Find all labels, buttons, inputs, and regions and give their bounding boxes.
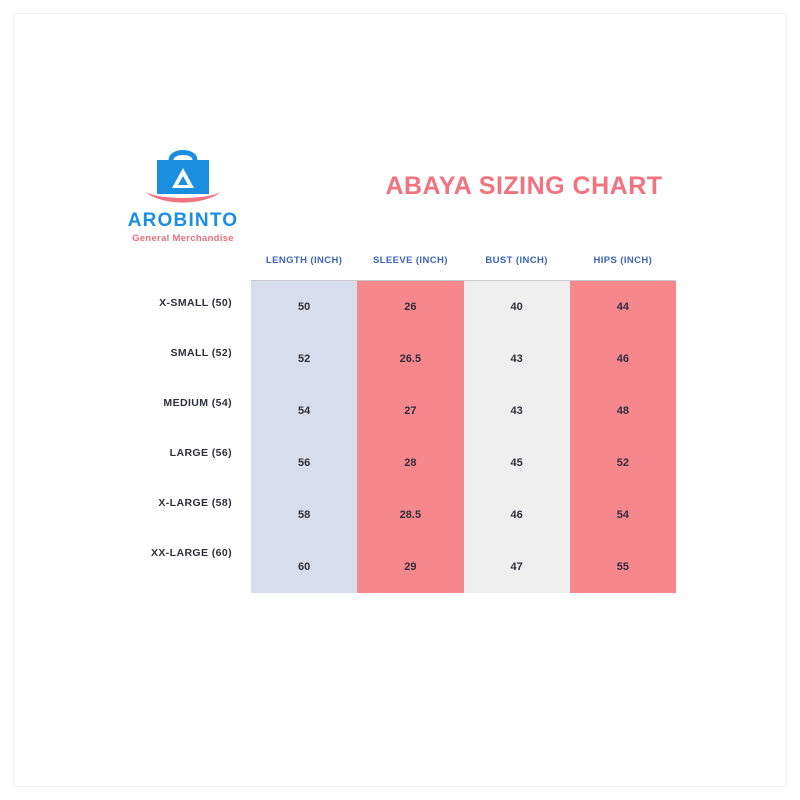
cell-hips: 44 [570, 281, 676, 334]
table-row [251, 437, 676, 489]
cell-length: 58 [251, 489, 357, 541]
column-header-length: LENGTH (INCH) [251, 240, 357, 281]
row-label: X-SMALL (50) [159, 297, 232, 309]
column-header-bust: BUST (INCH) [464, 240, 570, 281]
brand-name: AROBINTO [127, 210, 239, 231]
cell-length: 52 [251, 333, 357, 385]
column-header-hips: HIPS (INCH) [570, 240, 676, 281]
cell-hips: 48 [570, 385, 676, 437]
brand-logo-block [108, 144, 258, 244]
cell-length: 54 [251, 385, 357, 437]
cell-sleeve: 26 [357, 281, 463, 334]
cell-hips: 55 [570, 541, 676, 593]
row-label: MEDIUM (54) [163, 397, 232, 409]
brand-tagline: General Merchandise [132, 233, 234, 244]
row-label-column [54, 278, 244, 578]
cell-length: 50 [251, 281, 357, 334]
cell-length: 56 [251, 437, 357, 489]
row-label: LARGE (56) [169, 447, 232, 459]
cell-hips: 54 [570, 489, 676, 541]
cell-bust: 43 [464, 385, 570, 437]
table-row [251, 489, 676, 541]
cell-bust: 47 [464, 541, 570, 593]
cell-bust: 40 [464, 281, 570, 334]
table-row [251, 333, 676, 385]
cell-bust: 46 [464, 489, 570, 541]
sizing-table [251, 240, 676, 593]
table-row [251, 385, 676, 437]
table-header-row [251, 240, 676, 281]
cell-sleeve: 26.5 [357, 333, 463, 385]
cell-bust: 45 [464, 437, 570, 489]
table-row [251, 541, 676, 593]
table-row [251, 281, 676, 334]
sizing-table-wrap [251, 240, 676, 593]
cell-sleeve: 27 [357, 385, 463, 437]
shop-bag-logo-icon [137, 144, 229, 208]
row-label: X-LARGE (58) [158, 497, 232, 509]
row-label: SMALL (52) [170, 347, 232, 359]
sizing-chart-card [14, 14, 786, 786]
cell-sleeve: 28.5 [357, 489, 463, 541]
cell-length: 60 [251, 541, 357, 593]
column-header-sleeve: SLEEVE (INCH) [357, 240, 463, 281]
cell-sleeve: 28 [357, 437, 463, 489]
cell-hips: 46 [570, 333, 676, 385]
cell-sleeve: 29 [357, 541, 463, 593]
page-title: ABAYA SIZING CHART [385, 172, 663, 200]
cell-bust: 43 [464, 333, 570, 385]
chart-header [14, 132, 786, 242]
row-label: XX-LARGE (60) [150, 547, 232, 559]
cell-hips: 52 [570, 437, 676, 489]
